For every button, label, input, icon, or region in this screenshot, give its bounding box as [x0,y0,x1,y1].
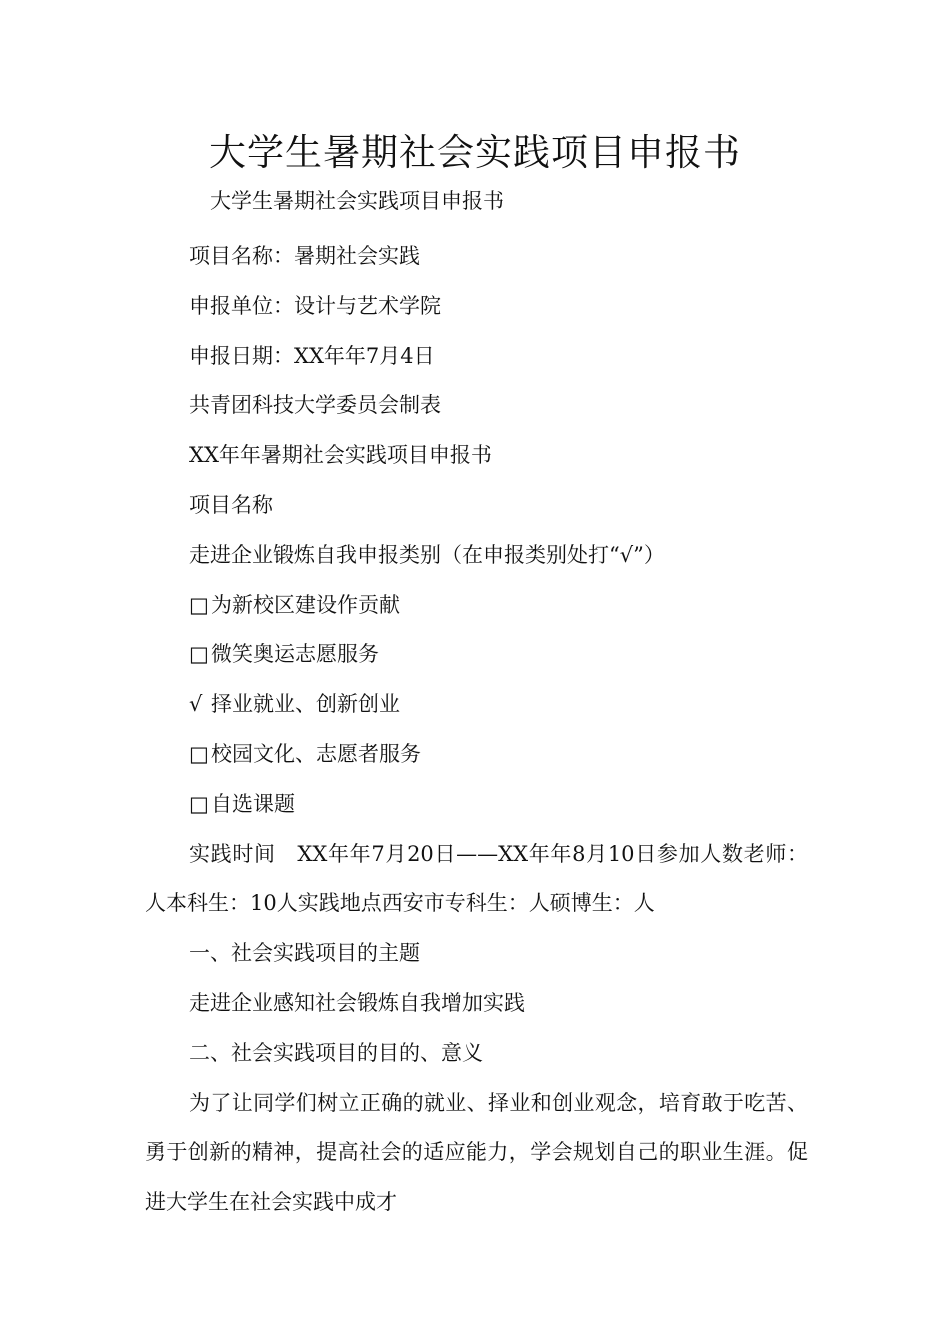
section-heading: 二、社会实践项目的目的、意义 [189,1040,483,1065]
project-and-category-line: 走进企业锻炼自我申报类别（在申报类别处打“√”） [189,542,665,567]
section-text: 走进企业感知社会锻炼自我增加实践 [189,990,525,1015]
checkbox-icon: □ [189,592,209,617]
document-body [145,232,808,1228]
checkbox-icon: □ [189,791,209,816]
apply-date-field: 申报日期：XX年年7月4日 [189,343,435,368]
section-text: 为了让同学们树立正确的就业、择业和创业观念，培育敢于吃苦、勇于创新的精神，提高社会的适应能力，学会规划自己的职业生涯。促进大学生在社会实践中成才 [145,1090,808,1215]
category-option [145,630,808,680]
category-option [145,780,808,830]
practice-info-paragraph: 实践时间 XX年年7月20日——XX年年8月10日参加人数老师：人本科生：10人实践地点西安市专科生：人硕博生：人 [145,841,808,916]
checkmark-icon: √ [189,692,203,717]
project-name-field: 项目名称：暑期社会实践 [189,244,420,268]
category-label: 为新校区建设作贡献 [211,592,400,617]
category-option [145,730,808,780]
project-name-label: 项目名称 [189,492,273,517]
category-option [145,581,808,631]
document-title: 大学生暑期社会实践项目申报书 [209,131,741,174]
checkbox-icon: □ [189,741,209,766]
form-title: XX年年暑期社会实践项目申报书 [189,443,492,468]
issuer-line: 共青团科技大学委员会制表 [189,393,441,418]
document-subtitle: 大学生暑期社会实践项目申报书 [210,189,504,213]
category-label: 微笑奥运志愿服务 [211,642,379,667]
category-option [145,680,808,730]
checkbox-icon: □ [189,642,209,667]
applicant-unit-field: 申报单位：设计与艺术学院 [189,293,441,318]
category-label: 自选课题 [211,791,295,816]
section-heading: 一、社会实践项目的主题 [189,941,420,966]
category-label: 择业就业、创新创业 [211,692,400,717]
category-label: 校园文化、志愿者服务 [211,741,421,766]
